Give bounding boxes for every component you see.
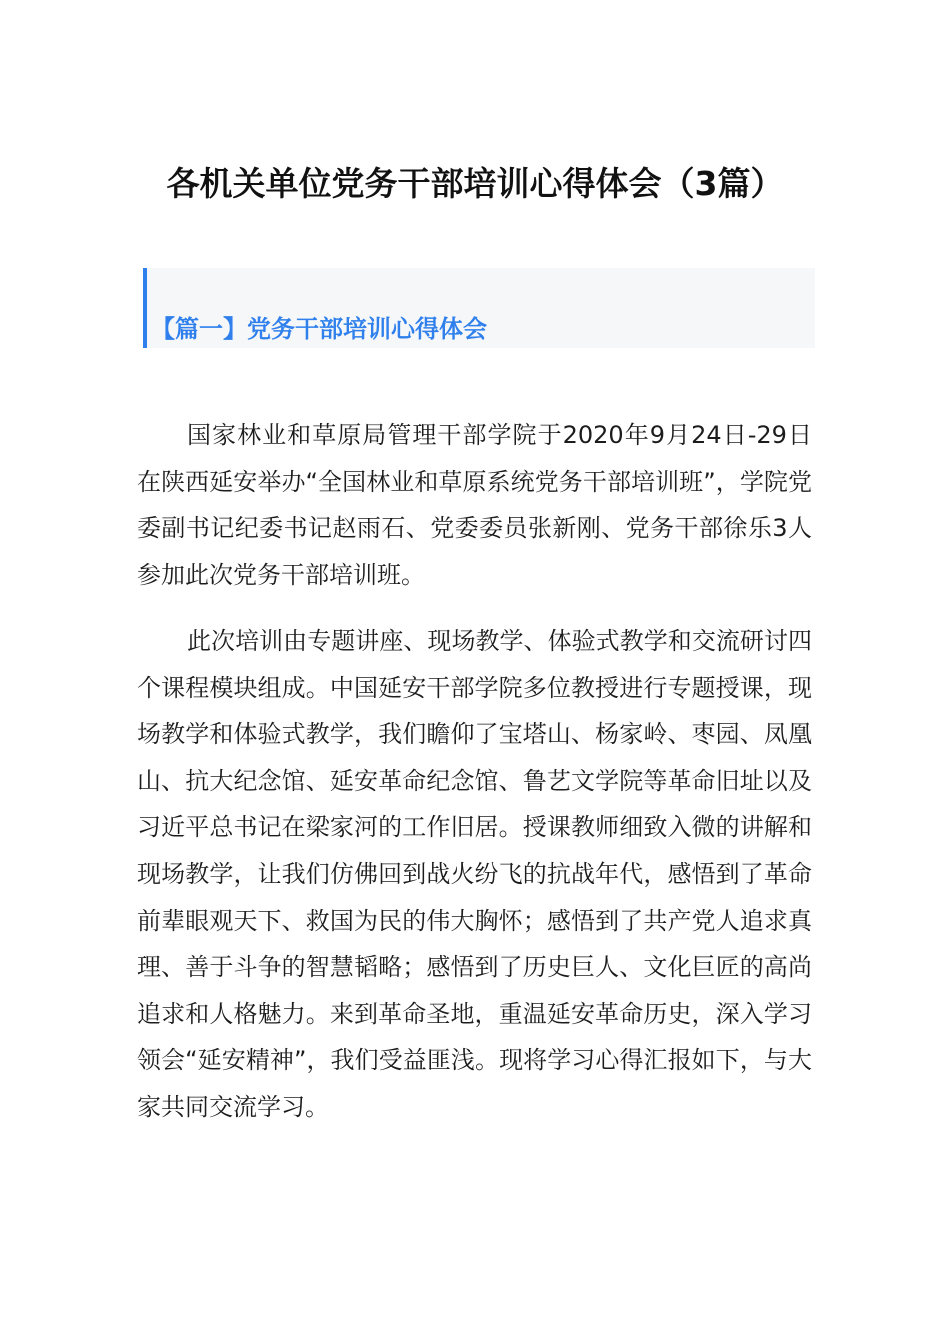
section-header-box xyxy=(143,268,815,348)
body-paragraph: 国家林业和草原局管理干部学院于2020年9月24日-29日在陕西延安举办“全国林业和草原系统党务干部培训班”，学院党委副书记纪委书记赵雨石、党委委员张新刚、党务干部徐乐3人参加此次党务干部培训班。 xyxy=(137,421,812,589)
section-heading: 【篇一】党务干部培训心得体会 xyxy=(151,315,487,343)
document-title: 各机关单位党务干部培训心得体会（3篇） xyxy=(166,164,784,204)
body-paragraph: 此次培训由专题讲座、现场教学、体验式教学和交流研讨四个课程模块组成。中国延安干部学院多位教授进行专题授课，现场教学和体验式教学，我们瞻仰了宝塔山、杨家岭、枣园、凤凰山、抗大纪念馆、延安革命纪念馆、鲁艺文学院等革命旧址以及习近平总书记在梁家河的工作旧居。授课教师细致入微的讲解和现场教学，让我们仿佛回到战火纷飞的抗战年代，感悟到了革命前辈眼观天下、救国为民的伟大胸怀；感悟到了共产党人追求真理、善于斗争的智慧韬略；感悟到了历史巨人、文化巨匠的高尚追求和人格魅力。来到革命圣地，重温延安革命历史，深入学习领会“延安精神”，我们受益匪浅。现将学习心得汇报如下，与大家共同交流学习。 xyxy=(137,627,812,1121)
